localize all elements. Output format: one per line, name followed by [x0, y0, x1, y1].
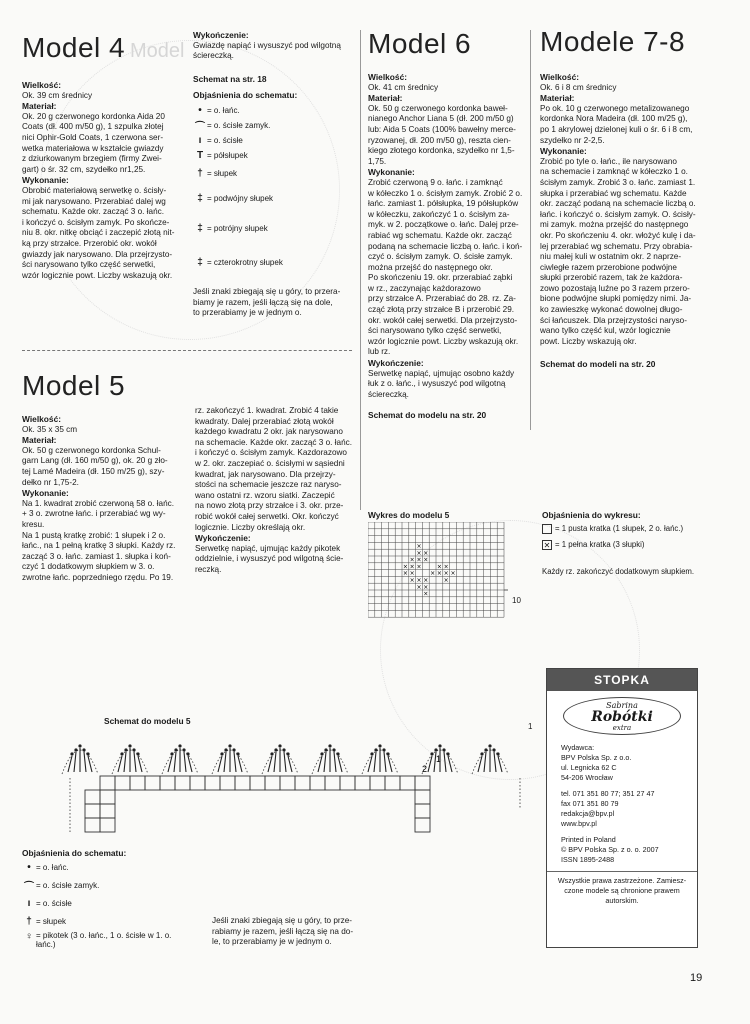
- section-divider: [22, 350, 352, 351]
- finish-text: Serwetkę napiąć, ujmując osobno każdy łuk z o. łańc., i wysuszyć pod wilgotną ściereczką.: [368, 368, 515, 399]
- model-6-title: Model 6: [368, 28, 472, 59]
- model-4-finish: [193, 30, 353, 319]
- picot-icon: ♀: [25, 930, 33, 942]
- triple-treble-icon: ‡: [197, 223, 203, 235]
- filled-cell: ×: [416, 563, 422, 571]
- mesh-square: [160, 776, 175, 790]
- filled-cell: ×: [450, 570, 456, 578]
- picot-dot: [480, 752, 483, 755]
- picot-dot: [74, 748, 77, 751]
- page-marker: 1: [528, 722, 533, 731]
- picot-dot: [442, 748, 445, 751]
- picot-dot: [282, 748, 285, 751]
- legend-item: ı = o. ścisłe: [193, 133, 353, 148]
- stitch-mark: [334, 752, 336, 772]
- column-divider: [530, 30, 531, 430]
- picot-dot: [434, 748, 437, 751]
- legend-item: ⌒ = o. ścisłe zamyk.: [193, 118, 353, 133]
- work-text-continued: rz. zakończyć 1. kwadrat. Zrobić 4 takie kwadraty. Dalej przerabiać złotą wokół każdego kwadratu 2 okr. jak narysowano na schemacie. Każde okr. zacząć 3 o. łańc. i kończyć o. ścisłym zamyk. Kazdorazowo w 2. okr. zaczepiać o. ścisłymi w sąsiedni kwadrat, jak narysowano. Dla przejrzy- stości na schemacie jeszcze raz naryso- wano ostatni rz. wzoru siatki. Zaczepić na nowo złotą przy strzałce i 3. okr. prze- robić wokół całej serwetki. Okr. kończyć logicznie. Liczby określają okr.: [195, 406, 353, 532]
- picot-dot: [186, 752, 189, 755]
- slip-stitch-close-icon: ⌒: [24, 882, 34, 894]
- model-5-details-continued: [195, 406, 355, 576]
- picot-dot: [386, 752, 389, 755]
- model-4-details: [22, 80, 184, 281]
- model-4-legend: [193, 103, 353, 281]
- size-label: Wielkość:: [22, 414, 62, 424]
- mesh-square: [415, 818, 430, 832]
- logo-line-2: Robótki: [591, 709, 653, 725]
- stitch-mark: [74, 752, 76, 772]
- filled-cell: ×: [409, 570, 415, 578]
- model-4-title: Model 4: [22, 32, 126, 63]
- picot-dot: [336, 752, 339, 755]
- picot-dot: [484, 748, 487, 751]
- filled-square-icon: ✕: [543, 540, 551, 550]
- filled-cell: ×: [409, 563, 415, 571]
- mesh-square: [100, 804, 115, 818]
- single-crochet-icon: ı: [27, 898, 31, 910]
- stitch-mark: [138, 756, 142, 772]
- work-label: Wykonanie:: [368, 167, 415, 178]
- publisher-info: Wydawca: BPV Polska Sp. z o.o. ul. Legnicka 62 C 54-206 Wrocław tel. 071 351 80 77; 351 27 47 fax 071 351 80 79 redakcja@bpv.pl www.bpv.pl Printed in Poland © BPV Polska Sp. z o. o. 2007 ISSN 1895-2488: [547, 739, 697, 865]
- finish-text: Gwiazdę napiąć i wysuszyć pod wilgotną ściereczką.: [193, 40, 341, 61]
- picot-dot: [120, 752, 123, 755]
- legend-title: Objaśnienia do schematu:: [22, 848, 127, 858]
- mesh-square: [265, 776, 280, 790]
- stitch-mark: [478, 756, 482, 772]
- picot-dot: [228, 744, 231, 747]
- work-text: Zrobić czerwoną 9 o. łańc. i zamknąć w kółeczko 1 o. ścisłym zamyk. Zrobić 2 o. łańc. zamiast 1. półsłupka, 19 półsłupków w kółeczku, zakończyć 1 o. ścisłym za- myk. w 2. początkowe o. łańc. Dalej prze- rabiać wg schematu. Każde okr. zacząć podaną na schemacie liczbą o. łańc. i koń- czyć o. ścisłym zamyk. O. ścisłe zamyk. można przejść do następnego okr. Po skończeniu 19. okr. przerabiać ząbki w rz., zaczynając każdorazowo przy strzałce A. Przerabiać do 28. rz. Za- cząć złotą przy strzałce B i przerobić 29. okr. wokół całej serwetki. Dla przejrzysto- ści narysowano tylko część serwetki, wzór logicznie powt. Liczby wskazują okr. lub rz.: [368, 177, 523, 357]
- stitch-mark: [384, 752, 386, 772]
- finish-label: Wykończenie:: [368, 358, 424, 369]
- quadruple-treble-icon: ‡: [197, 257, 203, 269]
- filled-cell: ×: [423, 549, 429, 557]
- mesh-square: [340, 776, 355, 790]
- material-label: Materiał:: [368, 93, 403, 104]
- filled-cell: ×: [416, 577, 422, 584]
- size-label: Wielkość:: [368, 72, 408, 82]
- filled-cell: ×: [402, 570, 408, 578]
- mesh-square: [205, 776, 220, 790]
- legend-item: ‡ = podwójny słupek: [193, 185, 353, 213]
- stitch-mark: [168, 756, 172, 772]
- legend-item: • = o. łańc.: [22, 859, 197, 877]
- stitch-mark: [268, 756, 272, 772]
- material-label: Materiał:: [22, 101, 57, 112]
- empty-square-icon: [542, 524, 552, 534]
- picot-dot: [82, 748, 85, 751]
- logo-line-1: Sabrina: [606, 701, 638, 710]
- filled-cell: ×: [409, 577, 415, 584]
- model-78-details: [540, 72, 700, 370]
- filled-cell: ×: [443, 570, 449, 578]
- stitch-mark: [368, 756, 372, 772]
- model-5-note: Jeśli znaki zbiegają się u góry, to prze- rabiamy je razem, jeśli łączą się na do- le, to przerabiamy je w jednym o.: [212, 916, 354, 947]
- size-value: Ok. 39 cm średnicy: [22, 90, 93, 100]
- picot-dot: [232, 748, 235, 751]
- filled-cell: ×: [416, 543, 422, 550]
- schema-round-1: 1: [436, 754, 442, 764]
- legend-item: † = słupek: [193, 163, 353, 185]
- chart-tick-label: 10: [512, 596, 521, 605]
- picot-dot: [324, 748, 327, 751]
- stitch-mark: [84, 752, 86, 772]
- material-label: Materiał:: [22, 435, 57, 446]
- stitch-mark: [444, 752, 446, 772]
- filled-cell: ×: [443, 563, 449, 571]
- mesh-square: [145, 776, 160, 790]
- filled-cell: ×: [416, 583, 422, 591]
- picot-dot: [320, 752, 323, 755]
- picot-dot: [174, 748, 177, 751]
- work-text: Na 1. kwadrat zrobić czerwoną 58 o. łańc. + 3 o. zwrotne łańc. i przerabiać wg wy- kresu. Na 1 pustą kratkę zrobić: 1 słupek i 2 o. łańc., na 1 pełną kratkę 3 słupki. Każdy rz. zacząć 3 o. łańc. zamiast 1. słupka i koń- czyć 1 dodatkowym słupkiem w 3. o. zwrotne łańc. poprzedniego rzędu. Po 19.: [22, 498, 176, 582]
- mesh-square: [250, 776, 265, 790]
- stitch-mark: [238, 756, 242, 772]
- mesh-square: [235, 776, 250, 790]
- stitch-mark: [288, 756, 292, 772]
- mesh-square: [190, 776, 205, 790]
- treble-icon: ‡: [197, 193, 203, 205]
- mesh-square: [385, 776, 400, 790]
- picot-dot: [332, 748, 335, 751]
- schema-ref: Schemat do modelu na str. 20: [368, 410, 487, 421]
- double-crochet-icon: †: [26, 916, 32, 928]
- rights-notice: Wszystkie prawa zastrzeżone. Zamiesz-czone modele są chronione prawem autorskim.: [547, 871, 697, 910]
- mesh-square: [325, 776, 340, 790]
- model-6-details: [368, 72, 524, 421]
- stitch-mark: [428, 756, 432, 772]
- mesh-square: [100, 818, 115, 832]
- material-text: Ok. 50 g czerwonego kordonka baweł- nianego Anchor Liana 5 (dł. 200 m/50 g) lub: Aida 5 Coats (100% bawełny merce- ryzowanej, dł. 200 m/50 g), reszta cien- kiego złotego kordonka, szydełko nr 1,5- 1,75.: [368, 103, 516, 166]
- work-label: Wykonanie:: [22, 488, 69, 499]
- chain-icon: •: [198, 104, 202, 116]
- model-78-title: Modele 7-8: [540, 26, 686, 57]
- picot-dot: [370, 752, 373, 755]
- column-divider: [360, 30, 361, 510]
- legend-item: ‡ = czterokrotny słupek: [193, 245, 353, 281]
- size-value: Ok. 35 x 35 cm: [22, 424, 78, 434]
- model-4-ghost-title: Model: [130, 40, 185, 62]
- stitch-mark: [484, 752, 486, 772]
- picot-dot: [124, 748, 127, 751]
- schema-ref: Schemat do modeli na str. 20: [540, 359, 656, 370]
- filled-cell: ×: [416, 549, 422, 557]
- mesh-square: [310, 776, 325, 790]
- mesh-square: [415, 776, 430, 790]
- picot-dot: [220, 752, 223, 755]
- legend-item: ✕ = 1 pełna kratka (3 słupki): [543, 540, 645, 550]
- model-5-title: Model 5: [22, 370, 126, 401]
- stitch-mark: [134, 752, 136, 772]
- mesh-square: [130, 776, 145, 790]
- half-double-icon: T: [196, 149, 204, 161]
- finish-text: Serwetkę napiąć, ujmując każdy pikotek oddzielnie, i wysuszyć pod wilgotną ście- reczką.: [195, 543, 344, 574]
- publisher-label: Wydawca:: [561, 743, 595, 752]
- mesh-square: [355, 776, 370, 790]
- magazine-logo: [563, 697, 681, 735]
- page-number: 19: [690, 972, 703, 984]
- legend-item: ‡ = potrójny słupek: [193, 213, 353, 245]
- filled-cell: ×: [436, 563, 442, 571]
- stitch-mark: [188, 756, 192, 772]
- picot-dot: [136, 752, 139, 755]
- picot-dot: [78, 744, 81, 747]
- stitch-mark: [274, 752, 276, 772]
- stitch-mark: [218, 756, 222, 772]
- work-text: Zrobić po tyle o. łańc., ile narysowano na schemacie i zamknąć w kółeczko 1 o. ścisłym zamyk. Zrobić 3 o. łańc. zamiast 1. słupka i przerabiać wg schematu. Każde okr. zacząć podaną na schemacie liczbą o. łańc. i kończyć o. ścisłym zamyk. O. ścisły- mi zamyk. można przejść do następnego okr. Po skończeniu 4. okr. włożyć kulę i da- lej przerabiać wg schematu. Przy obrabia- niu małej kuli w ostatnim okr. 2 naprze- ciwległe razem przerobione podwójne słupki przerobić razem, tak że każdora- zowo pozostają luźne po 3 razem przero- bione podwójne słupki pomiędzy nimi. Ja- ko zawieszkę wykonać dowolnej długo- ści łańcuszek. Dla przejrzystości naryso- wano tylko część kul, wzór logicznie powt. Liczby wskazują okr.: [540, 156, 696, 346]
- legend-item: ı = o. ścisłe: [22, 895, 197, 913]
- filet-chart: [368, 522, 508, 622]
- mesh-square: [100, 790, 115, 804]
- picot-dot: [374, 748, 377, 751]
- picot-dot: [86, 752, 89, 755]
- stopka-box: [546, 668, 698, 948]
- picot-dot: [128, 744, 131, 747]
- picot-dot: [236, 752, 239, 755]
- filled-cell: ×: [436, 570, 442, 578]
- model-5-details: [22, 414, 182, 584]
- legend-item: ⌒ = o. ścisłe zamyk.: [22, 877, 197, 895]
- legend-title: Objaśnienia do schematu:: [193, 90, 298, 101]
- legend-item: = 1 pusta kratka (1 słupek, 2 o. łańc.): [542, 521, 742, 537]
- mesh-square: [295, 776, 310, 790]
- stitch-mark: [184, 752, 186, 772]
- mesh-square: [220, 776, 235, 790]
- chain-icon: •: [27, 862, 31, 874]
- picot-dot: [274, 748, 277, 751]
- mesh-square: [85, 804, 100, 818]
- picot-dot: [278, 744, 281, 747]
- stitch-mark: [118, 756, 122, 772]
- schema-round-2: 2: [422, 764, 428, 774]
- picot-dot: [438, 744, 441, 747]
- filled-cell: ×: [423, 590, 429, 598]
- model-4-note: Jeśli znaki zbiegają się u góry, to przera- biamy je razem, jeśli łączą się na dole, to przerabiamy je w jednym o.: [193, 286, 341, 318]
- picot-dot: [270, 752, 273, 755]
- filled-cell: ×: [423, 556, 429, 564]
- chart-note: Każdy rz. zakończyć dodatkowym słupkiem.: [542, 566, 695, 576]
- picot-dot: [488, 744, 491, 747]
- material-text: Po ok. 10 g czerwonego metalizowanego kordonka Nora Madeira (dł. 100 m/25 g), po 1 akrylowej dzielonej kuli o śr. 6 i 8 cm, szydełko nr 2-2,5.: [540, 103, 693, 145]
- single-crochet-icon: ı: [198, 134, 202, 146]
- size-value: Ok. 6 i 8 cm średnicy: [540, 82, 617, 92]
- stitch-mark: [68, 756, 72, 772]
- slip-stitch-close-icon: ⌒: [195, 121, 205, 133]
- picot-dot: [286, 752, 289, 755]
- picot-dot: [430, 752, 433, 755]
- chart-legend-title: Objaśnienia do wykresu:: [542, 510, 641, 520]
- picot-dot: [328, 744, 331, 747]
- double-crochet-icon: †: [197, 168, 203, 180]
- stitch-mark: [324, 752, 326, 772]
- mesh-square: [175, 776, 190, 790]
- finish-label: Wykończenie:: [195, 533, 251, 544]
- stitch-mark: [374, 752, 376, 772]
- mesh-square: [400, 776, 415, 790]
- material-text: Ok. 20 g czerwonego kordonka Aida 20 Coats (dł. 400 m/50 g), 1 szpulka złotej nici Ophir-Gold Coats, 1 czerwona ser- wetka materiałowa w kształcie gwiazdy z dziurkowanym brzegiem (firmy Zwei- gart) o śr. 32 cm, szydełko nr1,25.: [22, 111, 165, 174]
- mesh-square: [100, 776, 115, 790]
- stitch-mark: [224, 752, 226, 772]
- picot-dot: [492, 748, 495, 751]
- schema-title: Schemat do modelu 5: [104, 716, 191, 726]
- stitch-mark: [448, 756, 452, 772]
- model-5-schema-legend: [22, 848, 197, 949]
- material-label: Materiał:: [540, 93, 575, 104]
- picot-dot: [70, 752, 73, 755]
- filled-cell: ×: [423, 583, 429, 591]
- stitch-mark: [318, 756, 322, 772]
- picot-dot: [382, 748, 385, 751]
- mesh-square: [115, 776, 130, 790]
- crochet-schema-diagram: [60, 728, 530, 838]
- filled-cell: ×: [402, 563, 408, 571]
- material-text: Ok. 50 g czerwonego kordonka Schul- garn Lang (dł. 160 m/50 g), ok. 20 g zło- tej Lamé Madeira (dł. 150 m/25 g), szy- dełko nr 1,75-2.: [22, 445, 168, 487]
- picot-dot: [496, 752, 499, 755]
- mesh-square: [370, 776, 385, 790]
- schema-ref: Schemat na str. 18: [193, 73, 267, 84]
- chart-legend: [542, 510, 742, 576]
- picot-dot: [224, 748, 227, 751]
- picot-dot: [446, 752, 449, 755]
- stitch-mark: [388, 756, 392, 772]
- picot-dot: [170, 752, 173, 755]
- picot-dot: [378, 744, 381, 747]
- work-label: Wykonanie:: [540, 146, 587, 157]
- work-label: Wykonanie:: [22, 175, 69, 186]
- stitch-mark: [88, 756, 92, 772]
- picot-dot: [132, 748, 135, 751]
- chart-title: Wykres do modelu 5: [368, 510, 450, 520]
- stitch-mark: [234, 752, 236, 772]
- size-label: Wielkość:: [540, 72, 580, 82]
- logo-line-3: extra: [612, 724, 632, 732]
- stitch-mark: [124, 752, 126, 772]
- picot-dot: [182, 748, 185, 751]
- mesh-square: [85, 790, 100, 804]
- picot-dot: [178, 744, 181, 747]
- size-label: Wielkość:: [22, 80, 62, 90]
- filled-cell: ×: [409, 556, 415, 564]
- mesh-square: [85, 818, 100, 832]
- filled-cell: ×: [416, 556, 422, 564]
- legend-item: † = słupek: [22, 913, 197, 931]
- legend-item: • = o. łańc.: [193, 103, 353, 118]
- legend-item: T = półsłupek: [193, 148, 353, 163]
- mesh-square: [415, 804, 430, 818]
- mesh-square: [280, 776, 295, 790]
- stopka-heading: STOPKA: [547, 669, 697, 691]
- mesh-square: [415, 790, 430, 804]
- work-text: Obrobić materiałową serwetkę o. ścisły- mi jak narysowano. Przerabiać dalej wg schematu. Każde okr. zacząć 3 o. łańc. i kończyć o. ścisłym zamyk. Po skończe- niu 8. okr. nitkę obciąć i zaczepić złotą nit- ką przy strzałce. Przerobić okr. wokół gwiazdy jak narysowano. Dla przejrzysto- ści narysowano tylko część serwetki, wzór logicznie powt. Liczby wskazują okr.: [22, 185, 175, 280]
- stitch-mark: [174, 752, 176, 772]
- stitch-mark: [338, 756, 342, 772]
- stitch-mark: [498, 756, 502, 772]
- size-value: Ok. 41 cm średnicy: [368, 82, 439, 92]
- legend-item: ♀ = pikotek (3 o. łańc., 1 o. ścisłe w 1. o. łańc.): [22, 931, 197, 949]
- stitch-mark: [494, 752, 496, 772]
- finish-label: Wykończenie:: [193, 30, 249, 40]
- stitch-mark: [284, 752, 286, 772]
- filled-cell: ×: [430, 570, 436, 578]
- filled-cell: ×: [423, 577, 429, 584]
- filled-cell: ×: [443, 577, 449, 584]
